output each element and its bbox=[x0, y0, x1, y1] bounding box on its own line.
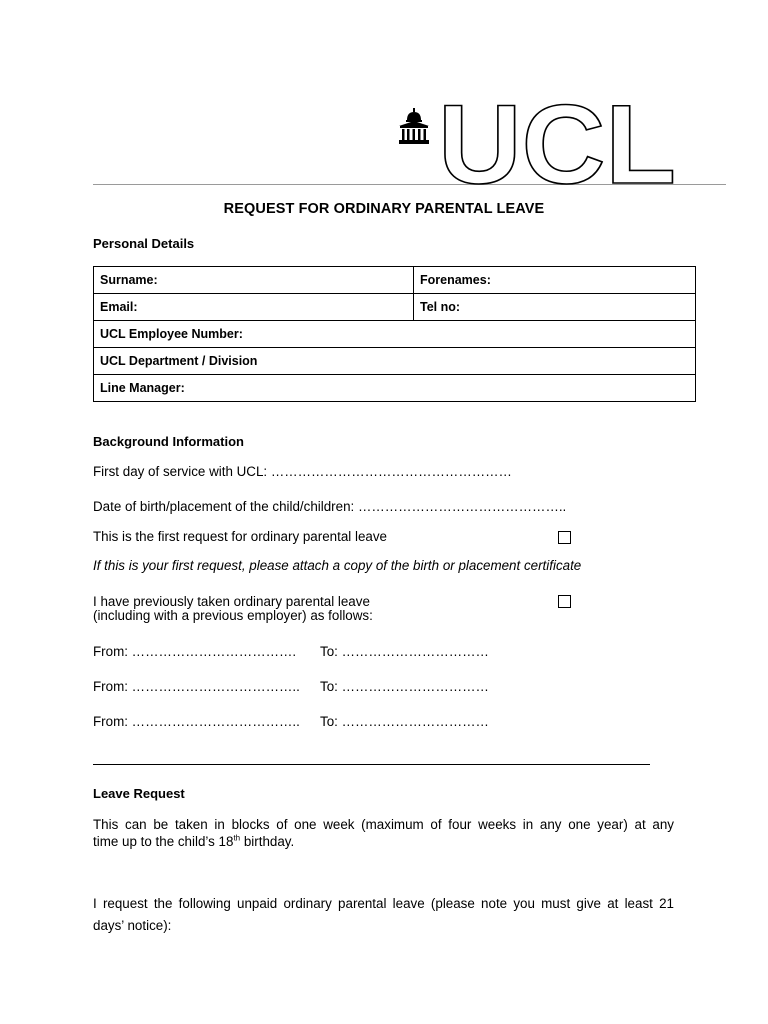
period-2-from[interactable]: From: ……………………………….. bbox=[93, 679, 300, 694]
previous-leave-label-line1: I have previously taken ordinary parental leave bbox=[93, 594, 370, 609]
leave-info-line2-pre: time up to the child’s 18 bbox=[93, 834, 234, 849]
period-3-from[interactable]: From: ……………………………….. bbox=[93, 714, 300, 729]
first-day-of-service[interactable]: First day of service with UCL: ……………………………………………… bbox=[93, 464, 512, 479]
period-1-to[interactable]: To: …………………………… bbox=[320, 644, 489, 659]
surname-field[interactable] bbox=[94, 267, 414, 294]
employee-number-field[interactable] bbox=[94, 321, 696, 348]
period-2-to[interactable]: To: …………………………… bbox=[320, 679, 489, 694]
line-manager-label: Line Manager: bbox=[100, 381, 185, 395]
leave-info-superscript: th bbox=[233, 833, 241, 843]
leave-request-line1: I request the following unpaid ordinary parental leave (please note you must give at least 21 bbox=[93, 896, 674, 911]
background-heading: Background Information bbox=[93, 434, 244, 449]
previous-leave-label-line2: (including with a previous employer) as follows: bbox=[93, 608, 373, 623]
leave-request-heading: Leave Request bbox=[93, 786, 185, 801]
ucl-logo bbox=[438, 99, 728, 187]
leave-info-paragraph bbox=[93, 816, 674, 850]
leave-info-line1: This can be taken in blocks of one week (maximum of four weeks in any one year) at any bbox=[93, 817, 674, 832]
leave-info-line2-post: birthday. bbox=[240, 834, 295, 849]
email-label: Email: bbox=[100, 300, 138, 314]
leave-request-paragraph bbox=[93, 893, 674, 937]
period-3-to[interactable]: To: …………………………… bbox=[320, 714, 489, 729]
document-title: REQUEST FOR ORDINARY PARENTAL LEAVE bbox=[223, 201, 545, 217]
child-date-of-birth[interactable]: Date of birth/placement of the child/children: ……………………………………….. bbox=[93, 499, 567, 514]
tel-label: Tel no: bbox=[420, 300, 461, 314]
tel-field[interactable] bbox=[414, 294, 696, 321]
first-request-note: If this is your first request, please attach a copy of the birth or placement certificate bbox=[93, 558, 582, 573]
department-label: UCL Department / Division bbox=[100, 354, 258, 368]
leave-info-line2 bbox=[93, 833, 674, 850]
personal-details-heading: Personal Details bbox=[93, 236, 195, 251]
forenames-label: Forenames: bbox=[420, 273, 491, 287]
previous-leave-checkbox[interactable] bbox=[558, 595, 571, 608]
section-divider bbox=[93, 764, 650, 765]
first-request-label: This is the first request for ordinary parental leave bbox=[93, 529, 387, 544]
ucl-logo-text: UCL bbox=[438, 99, 676, 187]
employee-number-label: UCL Employee Number: bbox=[100, 327, 243, 341]
forenames-field[interactable] bbox=[414, 267, 696, 294]
ucl-portico-icon bbox=[398, 108, 430, 145]
leave-request-line2: days’ notice): bbox=[93, 918, 172, 933]
personal-details-table bbox=[93, 266, 696, 402]
department-field[interactable] bbox=[94, 348, 696, 375]
period-1-from[interactable]: From: ………………………………. bbox=[93, 644, 297, 659]
email-field[interactable] bbox=[94, 294, 414, 321]
first-request-checkbox[interactable] bbox=[558, 531, 571, 544]
line-manager-field[interactable] bbox=[94, 375, 696, 402]
surname-label: Surname: bbox=[100, 273, 158, 287]
